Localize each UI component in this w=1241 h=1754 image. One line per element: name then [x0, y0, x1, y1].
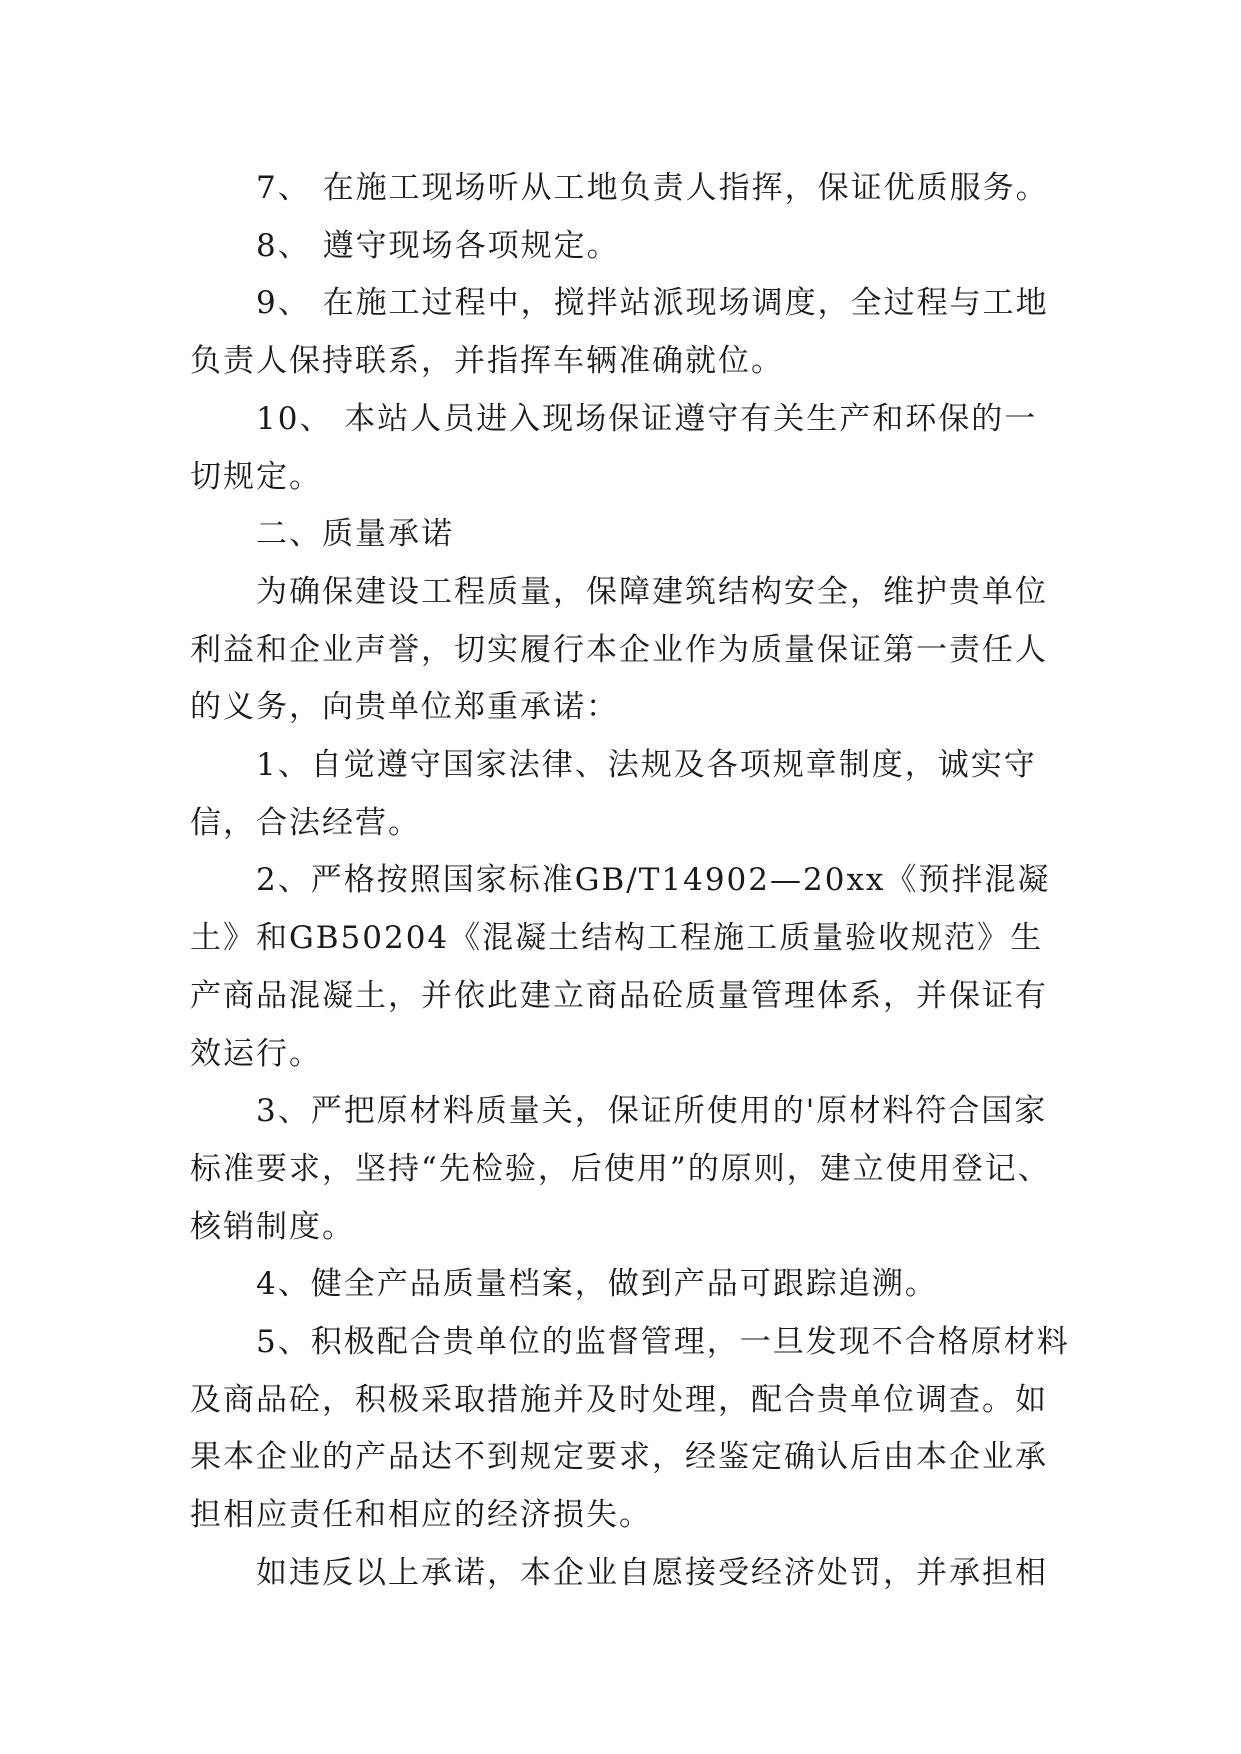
- document-body: [190, 160, 1070, 1603]
- paragraph-commitment-2: 2、严格按照国家标准GB/T14902—20xx《预拌混凝土》和GB50204《混凝土结构工程施工质量验收规范》生产商品混凝土，并依此建立商品砼质量管理体系，并保证有效运行。: [190, 862, 1051, 1072]
- paragraph-commitment-1: 1、自觉遵守国家法律、法规及各项规章制度，诚实守信，合法经营。: [190, 747, 1037, 841]
- paragraph-item-9: 9、 在施工过程中，搅拌站派现场调度，全过程与工地负责人保持联系，并指挥车辆准确就位。: [190, 285, 1049, 380]
- section-heading-quality-commitment: 二、质量承诺: [256, 516, 454, 553]
- paragraph-item-8: 8、 遵守现场各项规定。: [256, 227, 620, 264]
- paragraph-commitment-3: 3、严把原材料质量关，保证所使用的'原材料符合国家标准要求，坚持“先检验，后使用”的原则，建立使用登记、核销制度。: [190, 1093, 1051, 1245]
- paragraph-item-7: 7、 在施工现场听从工地负责人指挥，保证优质服务。: [256, 170, 1049, 206]
- paragraph-item-10: 10、 本站人员进入现场保证遵守有关生产和环保的一切规定。: [190, 400, 1038, 495]
- paragraph-commitment-4: 4、健全产品质量档案，做到产品可跟踪追溯。: [256, 1266, 938, 1303]
- paragraph-commitment-5: 5、积极配合贵单位的监督管理，一旦发现不合格原材料及商品砼，积极采取措施并及时处理，配合贵单位调查。如果本企业的产品达不到规定要求，经鉴定确认后由本企业承担相应责任和相应的经济损失。: [190, 1324, 1070, 1534]
- paragraph-commitment-intro: 为确保建设工程质量，保障建筑结构安全，维护贵单位利益和企业声誉，切实履行本企业作为质量保证第一责任人的义务，向贵单位郑重承诺：: [190, 573, 1048, 726]
- paragraph-closing: 如违反以上承诺，本企业自愿接受经济处罚，并承担相: [256, 1554, 1048, 1591]
